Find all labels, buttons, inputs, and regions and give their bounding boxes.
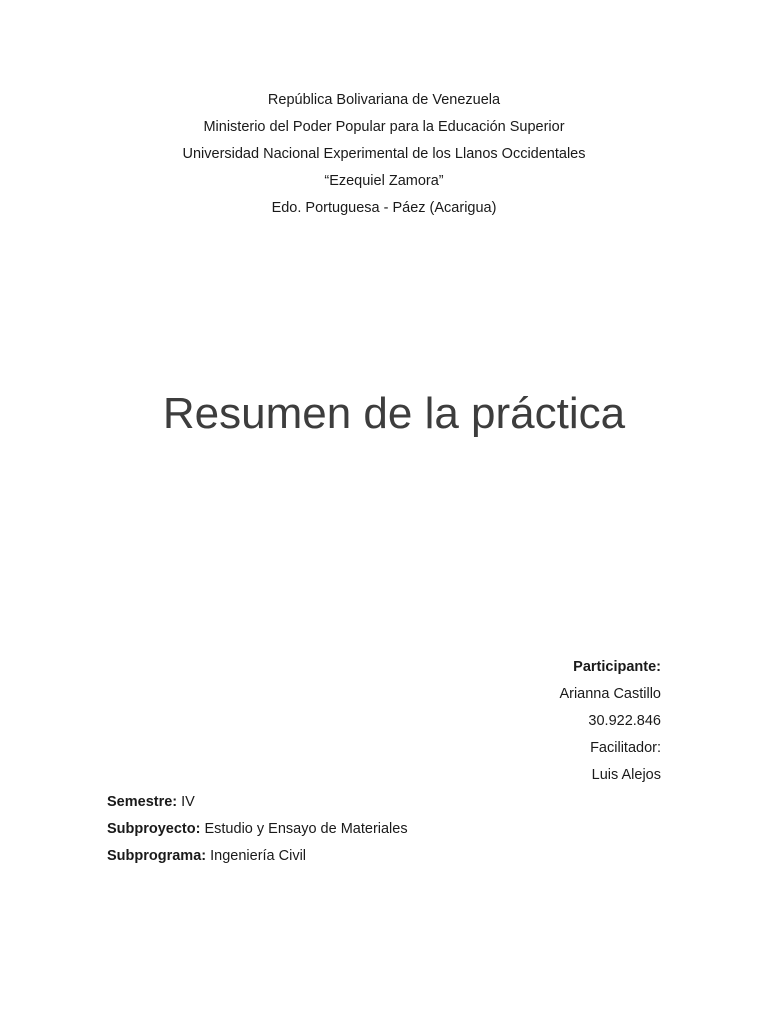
country-line: República Bolivariana de Venezuela (267, 92, 501, 108)
participant-name: Arianna Castillo (559, 686, 661, 702)
semester-row (107, 791, 408, 818)
location-line: Edo. Portuguesa - Páez (Acarigua) (271, 200, 497, 216)
participant-id: 30.922.846 (588, 713, 661, 729)
subproject-value: Estudio y Ensayo de Materiales (204, 821, 408, 837)
participant-label: Participante: (573, 659, 661, 675)
university-line: Universidad Nacional Experimental de los Llanos Occidentales (182, 146, 586, 162)
document-title: Resumen de la práctica (162, 389, 626, 438)
subproject-label: Subproyecto: (107, 821, 201, 837)
facilitator-label: Facilitador: (590, 740, 661, 756)
subproject-row (107, 818, 408, 845)
subprogram-label: Subprograma: (107, 848, 207, 864)
semester-label: Semestre: (107, 794, 178, 810)
facilitator-name: Luis Alejos (591, 767, 661, 783)
institution-header (0, 89, 768, 224)
university-name-line: “Ezequiel Zamora” (324, 173, 444, 189)
ministry-line: Ministerio del Poder Popular para la Educación Superior (203, 119, 565, 135)
subprogram-value: Ingeniería Civil (210, 848, 307, 864)
subprogram-row (107, 845, 408, 872)
semester-value: IV (181, 794, 195, 810)
participant-info (559, 656, 661, 791)
course-info (107, 791, 408, 872)
